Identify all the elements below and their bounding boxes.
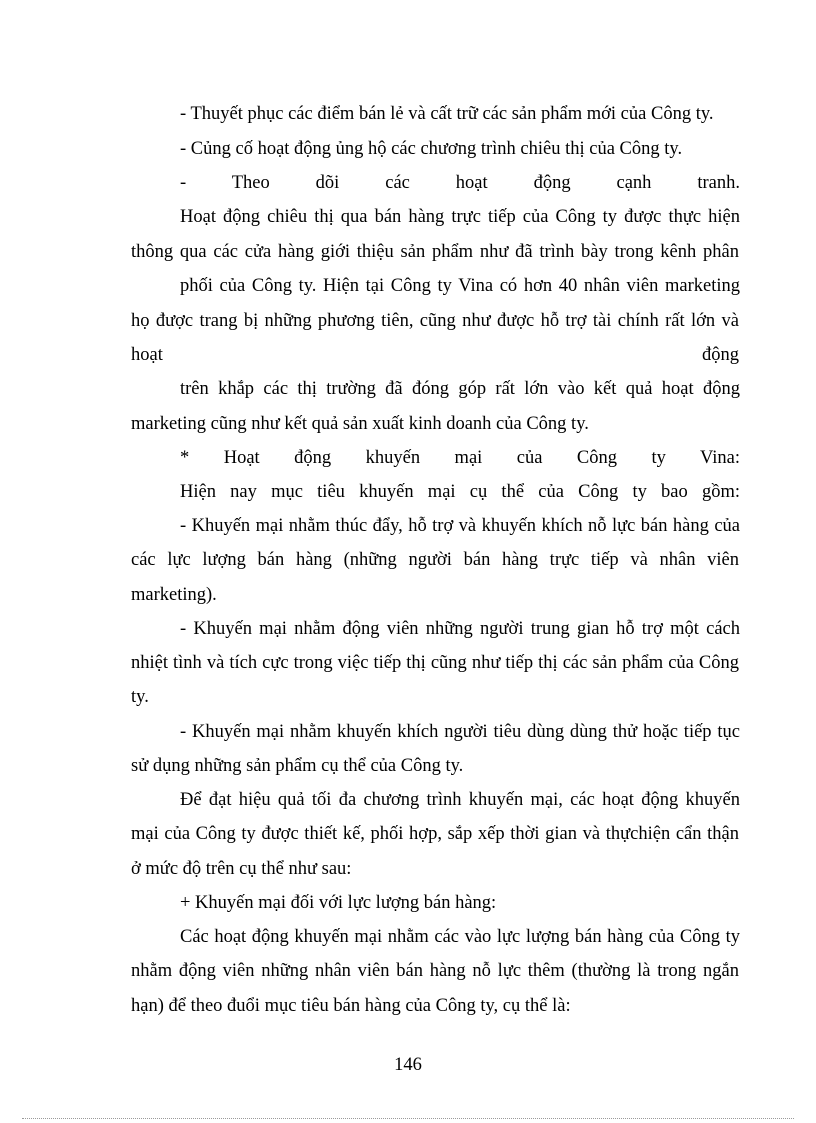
text-line: - Thuyết phục các điểm bán lẻ và cất trữ các sản phẩm mới của Công ty.: [180, 104, 714, 124]
text-line: - Khuyến mại nhằm thúc đẩy, hỗ trợ và khuyến khích nỗ lực bán hàng của: [180, 516, 740, 536]
text-line: thông qua các cửa hàng giới thiệu sản phẩm như đã trình bày trong kênh phân: [131, 242, 739, 262]
text-line: * Hoạt động khuyến mại của Công ty Vina:: [180, 448, 740, 468]
text-line: ty.: [131, 687, 149, 707]
text-line: nhằm động viên những nhân viên bán hàng nỗ lực thêm (thường là trong ngắn: [131, 961, 739, 981]
text-line: marketing cũng như kết quả sản xuất kinh doanh của Công ty.: [131, 414, 589, 434]
text-line: phối của Công ty. Hiện tại Công ty Vina có hơn 40 nhân viên marketing: [180, 276, 740, 296]
text-line: hoạt động: [131, 345, 739, 365]
text-line: nhiệt tình và tích cực trong việc tiếp thị cũng như tiếp thị các sản phẩm của Công: [131, 653, 739, 673]
text-line: - Theo dõi các hoạt động cạnh tranh.: [180, 173, 740, 193]
text-line: mại của Công ty được thiết kế, phối hợp, sắp xếp thời gian và thựchiện cẩn thận: [131, 824, 739, 844]
text-line: - Khuyến mại nhằm khuyến khích người tiêu dùng dùng thử hoặc tiếp tục: [180, 722, 740, 742]
text-line: - Củng cố hoạt động ủng hộ các chương trình chiêu thị của Công ty.: [180, 139, 683, 159]
text-line: ở mức độ trên cụ thể như sau:: [131, 859, 352, 879]
text-line: trên khắp các thị trường đã đóng góp rất lớn vào kết quả hoạt động: [180, 379, 740, 399]
text-line: các lực lượng bán hàng (những người bán hàng trực tiếp và nhân viên: [131, 550, 739, 570]
text-line: sử dụng những sản phẩm cụ thể của Công ty.: [131, 756, 464, 776]
text-line: họ được trang bị những phương tiên, cũng như được hỗ trợ tài chính rất lớn và: [131, 311, 739, 331]
text-line: Hoạt động chiêu thị qua bán hàng trực tiếp của Công ty được thực hiện: [180, 207, 740, 227]
text-line: marketing).: [131, 585, 217, 605]
text-line: - Khuyến mại nhằm động viên những người trung gian hỗ trợ một cách: [180, 619, 740, 639]
page-number: 146: [394, 1055, 422, 1075]
text-line: Hiện nay mục tiêu khuyến mại cụ thể của Công ty bao gồm:: [180, 482, 740, 502]
text-line: Để đạt hiệu quả tối đa chương trình khuyến mại, các hoạt động khuyến: [180, 790, 740, 810]
page-border-divider: [22, 1118, 794, 1119]
text-line: Các hoạt động khuyến mại nhằm các vào lực lượng bán hàng của Công ty: [180, 927, 740, 947]
text-line: + Khuyến mại đối với lực lượng bán hàng:: [180, 893, 497, 913]
text-line: hạn) để theo đuổi mục tiêu bán hàng của Công ty, cụ thể là:: [131, 996, 571, 1016]
